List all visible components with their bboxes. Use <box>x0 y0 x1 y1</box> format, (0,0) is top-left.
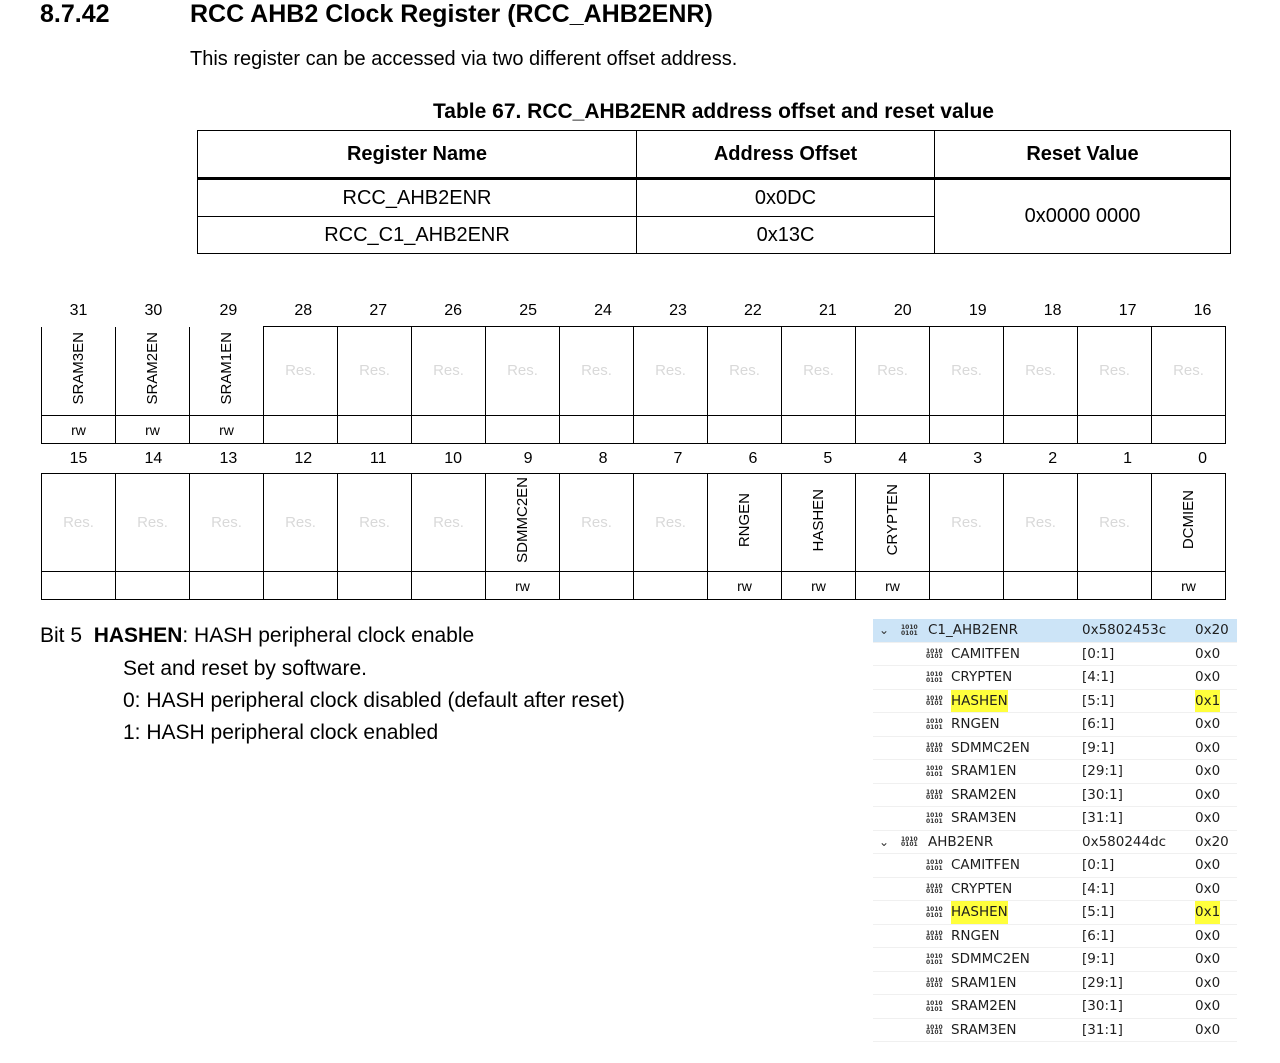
reserved-label: Res. <box>1099 362 1130 379</box>
register-field-cell <box>412 327 486 416</box>
field-bit-range: [30:1] <box>1082 786 1123 803</box>
field-name: SDMMC2EN <box>951 951 1030 967</box>
register-address: 0x580244dc <box>1082 833 1167 850</box>
field-tree-row[interactable] <box>873 901 1237 925</box>
bit-number: 8 <box>598 450 608 467</box>
section-description: This register can be accessed via two different offset address. <box>190 48 738 70</box>
binary-register-icon: 1010 0101 <box>926 741 943 754</box>
reserved-label: Res. <box>803 362 834 379</box>
reserved-label: Res. <box>1173 362 1204 379</box>
binary-register-icon: 1010 0101 <box>926 1000 943 1013</box>
register-address: 0x5802453c <box>1082 622 1167 638</box>
field-tree-row[interactable] <box>873 925 1237 949</box>
section-title: RCC AHB2 Clock Register (RCC_AHB2ENR) <box>190 0 713 28</box>
field-bit-range: [0:1] <box>1082 645 1115 662</box>
binary-register-icon: 1010 0101 <box>926 906 943 919</box>
register-field-cell <box>264 474 338 572</box>
register-map-lower <box>41 473 1226 600</box>
bit-number: 0 <box>1198 450 1207 467</box>
register-field-cell <box>486 474 560 572</box>
access-type-cell: rw <box>42 416 116 444</box>
bit-number: 9 <box>523 450 533 467</box>
register-map-upper <box>41 326 1226 444</box>
field-tree-row[interactable] <box>873 854 1237 878</box>
field-value: 0x0 <box>1195 645 1221 662</box>
access-type-cell <box>782 416 856 444</box>
bit-number: 13 <box>219 450 238 467</box>
access-type-cell <box>338 572 412 600</box>
lower-bit-numbers <box>41 450 1240 468</box>
field-value: 0x0 <box>1195 716 1221 732</box>
bit-number: 17 <box>1118 302 1137 319</box>
field-name: HASHEN <box>951 901 1008 924</box>
register-access-row <box>42 572 1226 600</box>
bit-number: 28 <box>294 302 313 319</box>
register-field-cell <box>412 474 486 572</box>
field-name: SRAM2EN <box>951 998 1017 1014</box>
access-type-cell <box>190 572 264 600</box>
access-type-cell: rw <box>486 572 560 600</box>
field-bit-range: [31:1] <box>1082 810 1123 826</box>
field-name: RNGEN <box>951 927 1000 944</box>
register-field-cell <box>1078 474 1152 572</box>
register-field-cell <box>1004 474 1078 572</box>
bit-number: 27 <box>369 302 388 319</box>
bit-description-line: 1: HASH peripheral clock enabled <box>123 721 439 744</box>
reserved-label: Res. <box>655 513 686 531</box>
address-offset-cell: 0x0DC <box>637 179 935 217</box>
field-name-label: CRYPTEN <box>884 484 901 556</box>
field-bit-range: [29:1] <box>1082 763 1123 779</box>
field-name-label: SRAM1EN <box>218 331 235 405</box>
binary-register-icon: 1010 0101 <box>926 694 943 707</box>
reserved-label: Res. <box>359 513 390 531</box>
register-field-cell <box>1152 327 1226 416</box>
field-tree-row[interactable] <box>873 760 1237 784</box>
debugger-register-view[interactable] <box>873 619 1237 1042</box>
field-bit-range: [5:1] <box>1082 692 1115 709</box>
bit-number: 10 <box>444 450 463 467</box>
table-caption: Table 67. RCC_AHB2ENR address offset and reset value <box>433 100 994 123</box>
field-tree-row[interactable] <box>873 972 1237 996</box>
table-row <box>198 179 1231 217</box>
field-name-label: RNGEN <box>736 492 753 548</box>
bit-number: 14 <box>144 450 163 467</box>
access-type-cell <box>560 416 634 444</box>
field-name: SRAM1EN <box>951 763 1017 779</box>
binary-register-icon: 1010 0101 <box>926 671 943 684</box>
reset-value-cell: 0x0000 0000 <box>935 179 1231 254</box>
reserved-label: Res. <box>433 362 464 379</box>
field-bit-range: [29:1] <box>1082 974 1123 991</box>
access-type-cell: rw <box>190 416 264 444</box>
register-field-cell <box>708 327 782 416</box>
field-bit-range: [6:1] <box>1082 716 1115 732</box>
field-tree-row[interactable] <box>873 1019 1237 1043</box>
field-tree-row[interactable] <box>873 666 1237 690</box>
reserved-label: Res. <box>285 513 316 531</box>
field-value: 0x0 <box>1195 739 1221 756</box>
offset-table <box>197 130 1231 254</box>
register-field-cell <box>1152 474 1226 572</box>
binary-register-icon: 1010 0101 <box>926 1023 943 1036</box>
reserved-label: Res. <box>877 362 908 379</box>
reserved-label: Res. <box>359 362 390 379</box>
bit-number: 25 <box>519 302 537 319</box>
register-field-cell <box>856 474 930 572</box>
header-register-name: Register Name <box>198 131 637 179</box>
register-field-cell <box>190 474 264 572</box>
address-offset-cell: 0x13C <box>637 217 935 254</box>
section-number: 8.7.42 <box>40 0 110 28</box>
access-type-cell <box>634 416 708 444</box>
field-name-label: DCMIEN <box>1180 490 1197 550</box>
field-value: 0x0 <box>1195 786 1221 803</box>
register-field-cell <box>42 474 116 572</box>
register-field-cell <box>708 474 782 572</box>
bit-field-name: HASHEN <box>93 624 183 647</box>
field-bit-range: [9:1] <box>1082 951 1115 967</box>
access-type-cell <box>1078 416 1152 444</box>
access-type-cell <box>930 572 1004 600</box>
bit-number: 22 <box>744 302 762 319</box>
field-bit-range: [4:1] <box>1082 880 1115 897</box>
register-field-cell <box>486 327 560 416</box>
bit-summary: : HASH peripheral clock enable <box>182 624 475 647</box>
access-type-cell <box>116 572 190 600</box>
binary-register-icon: 1010 0101 <box>926 976 943 989</box>
field-tree-row[interactable] <box>873 690 1237 714</box>
bit-number: 26 <box>444 302 463 319</box>
register-name: AHB2ENR <box>928 833 994 850</box>
access-type-cell <box>930 416 1004 444</box>
register-field-cell <box>338 474 412 572</box>
access-type-cell <box>1004 572 1078 600</box>
field-value: 0x1 <box>1195 901 1220 924</box>
bit-number: 3 <box>973 450 983 467</box>
field-name: HASHEN <box>951 690 1008 713</box>
bit-description-heading <box>40 624 474 648</box>
access-type-cell <box>264 416 338 444</box>
offset-table-header <box>198 131 1231 179</box>
bit-number: 4 <box>898 450 908 467</box>
reserved-label: Res. <box>1025 513 1056 531</box>
field-bit-range: [31:1] <box>1082 1021 1123 1038</box>
access-type-cell <box>1078 572 1152 600</box>
access-type-cell <box>486 416 560 444</box>
field-tree-row[interactable] <box>873 713 1237 737</box>
field-name: CRYPTEN <box>951 880 1013 897</box>
bit-number: 5 <box>823 450 833 467</box>
reserved-label: Res. <box>581 362 612 379</box>
bit-number: 6 <box>748 450 758 467</box>
field-value: 0x0 <box>1195 951 1221 967</box>
field-name: CRYPTEN <box>951 669 1013 685</box>
bit-number: 2 <box>1048 450 1058 467</box>
field-name: SRAM3EN <box>951 1021 1017 1038</box>
reserved-label: Res. <box>63 513 94 531</box>
field-tree-row[interactable] <box>873 784 1237 808</box>
register-field-cell <box>930 327 1004 416</box>
upper-bit-numbers <box>41 302 1240 320</box>
field-name: SDMMC2EN <box>951 739 1030 756</box>
access-type-cell <box>412 416 486 444</box>
reserved-label: Res. <box>1025 362 1056 379</box>
reserved-label: Res. <box>1099 513 1130 531</box>
reserved-label: Res. <box>507 362 538 379</box>
field-tree-row[interactable] <box>873 878 1237 902</box>
reserved-label: Res. <box>581 513 612 531</box>
register-field-cell <box>782 474 856 572</box>
field-name: SRAM1EN <box>951 974 1017 991</box>
bit-number: Bit 5 <box>40 624 83 647</box>
register-tree-row[interactable] <box>873 831 1237 855</box>
access-type-cell <box>708 416 782 444</box>
binary-register-icon: 1010 0101 <box>926 859 943 872</box>
field-name-label: SRAM3EN <box>70 331 87 405</box>
field-name: CAMITFEN <box>951 645 1020 662</box>
header-address-offset: Address Offset <box>637 131 935 179</box>
field-value: 0x0 <box>1195 669 1221 685</box>
access-type-cell <box>1004 416 1078 444</box>
bit-number: 23 <box>669 302 687 319</box>
field-value: 0x0 <box>1195 880 1221 897</box>
register-field-cell <box>116 474 190 572</box>
access-type-cell <box>42 572 116 600</box>
field-value: 0x0 <box>1195 763 1221 779</box>
reserved-label: Res. <box>655 362 686 379</box>
field-value: 0x1 <box>1195 690 1220 713</box>
bit-description-line: 0: HASH peripheral clock disabled (default after reset) <box>123 689 625 712</box>
register-field-cell <box>634 327 708 416</box>
field-value: 0x0 <box>1195 927 1221 944</box>
field-bit-range: [30:1] <box>1082 998 1123 1014</box>
register-field-cell <box>782 327 856 416</box>
field-name: SRAM3EN <box>951 810 1017 826</box>
bit-number: 15 <box>69 450 88 467</box>
access-type-cell: rw <box>856 572 930 600</box>
register-name-cell: RCC_C1_AHB2ENR <box>198 217 637 254</box>
register-field-cell <box>116 327 190 416</box>
field-tree-row[interactable] <box>873 807 1237 831</box>
reserved-label: Res. <box>951 513 982 531</box>
register-field-row <box>42 327 1226 416</box>
chevron-down-icon[interactable]: ⌄ <box>879 623 890 637</box>
field-tree-row[interactable] <box>873 643 1237 667</box>
binary-register-icon: 1010 0101 <box>901 624 918 637</box>
access-type-cell: rw <box>116 416 190 444</box>
bit-number: 11 <box>369 450 387 467</box>
bit-number: 31 <box>69 302 88 319</box>
field-name-label: SRAM2EN <box>144 331 161 405</box>
register-field-cell <box>1078 327 1152 416</box>
field-name: SRAM2EN <box>951 786 1017 803</box>
register-field-cell <box>1004 327 1078 416</box>
field-value: 0x0 <box>1195 1021 1221 1038</box>
access-type-cell <box>634 572 708 600</box>
bit-number: 20 <box>893 302 912 319</box>
field-name-label: SDMMC2EN <box>514 477 531 563</box>
chevron-down-icon[interactable]: ⌄ <box>879 834 890 849</box>
bit-number: 24 <box>594 302 612 319</box>
bit-number: 21 <box>818 302 837 319</box>
reserved-label: Res. <box>285 362 316 379</box>
field-tree-row[interactable] <box>873 737 1237 761</box>
reserved-label: Res. <box>951 362 982 379</box>
access-type-cell: rw <box>782 572 856 600</box>
bit-number: 19 <box>968 302 987 319</box>
register-field-cell <box>264 327 338 416</box>
field-bit-range: [4:1] <box>1082 669 1115 685</box>
field-value: 0x0 <box>1195 810 1221 826</box>
bit-number: 16 <box>1193 302 1212 319</box>
access-type-cell: rw <box>708 572 782 600</box>
register-field-cell <box>856 327 930 416</box>
register-field-cell <box>190 327 264 416</box>
binary-register-icon: 1010 0101 <box>926 788 943 801</box>
register-name-cell: RCC_AHB2ENR <box>198 179 637 217</box>
field-value: 0x0 <box>1195 998 1221 1014</box>
register-value: 0x20 <box>1195 833 1229 850</box>
register-value: 0x20 <box>1195 622 1229 638</box>
binary-register-icon: 1010 0101 <box>926 953 943 966</box>
register-field-cell <box>338 327 412 416</box>
access-type-cell <box>560 572 634 600</box>
binary-register-icon: 1010 0101 <box>926 647 943 660</box>
header-reset-value: Reset Value <box>935 131 1231 179</box>
access-type-cell <box>338 416 412 444</box>
field-value: 0x0 <box>1195 974 1221 991</box>
field-tree-row[interactable] <box>873 948 1237 972</box>
access-type-cell <box>412 572 486 600</box>
register-field-cell <box>930 474 1004 572</box>
reserved-label: Res. <box>137 513 168 531</box>
bit-number: 7 <box>673 450 683 467</box>
access-type-cell <box>856 416 930 444</box>
binary-register-icon: 1010 0101 <box>926 812 943 825</box>
register-tree-row[interactable] <box>873 619 1237 643</box>
access-type-cell: rw <box>1152 572 1226 600</box>
bit-number: 18 <box>1043 302 1062 319</box>
bit-number: 1 <box>1123 450 1133 467</box>
reserved-label: Res. <box>211 513 242 531</box>
access-type-cell <box>1152 416 1226 444</box>
bit-number: 12 <box>294 450 313 467</box>
bit-description-line: Set and reset by software. <box>123 657 367 680</box>
field-value: 0x0 <box>1195 857 1221 873</box>
binary-register-icon: 1010 0101 <box>926 765 943 778</box>
field-name: RNGEN <box>951 716 1000 732</box>
field-bit-range: [0:1] <box>1082 857 1115 873</box>
register-field-cell <box>560 327 634 416</box>
field-name-label: HASHEN <box>810 488 827 552</box>
binary-register-icon: 1010 0101 <box>926 718 943 731</box>
field-name: CAMITFEN <box>951 857 1020 873</box>
register-field-row <box>42 474 1226 572</box>
register-field-cell <box>634 474 708 572</box>
reserved-label: Res. <box>729 362 760 379</box>
binary-register-icon: 1010 0101 <box>926 929 943 942</box>
reserved-label: Res. <box>433 513 464 531</box>
binary-register-icon: 1010 0101 <box>901 835 918 848</box>
field-tree-row[interactable] <box>873 995 1237 1019</box>
access-type-cell <box>264 572 338 600</box>
bit-number: 29 <box>219 302 238 319</box>
register-name: C1_AHB2ENR <box>928 622 1019 638</box>
bit-number: 30 <box>144 302 163 319</box>
register-field-cell <box>560 474 634 572</box>
register-access-row <box>42 416 1226 444</box>
binary-register-icon: 1010 0101 <box>926 882 943 895</box>
field-bit-range: [6:1] <box>1082 927 1115 944</box>
field-bit-range: [9:1] <box>1082 739 1115 756</box>
field-bit-range: [5:1] <box>1082 904 1115 920</box>
register-field-cell <box>42 327 116 416</box>
